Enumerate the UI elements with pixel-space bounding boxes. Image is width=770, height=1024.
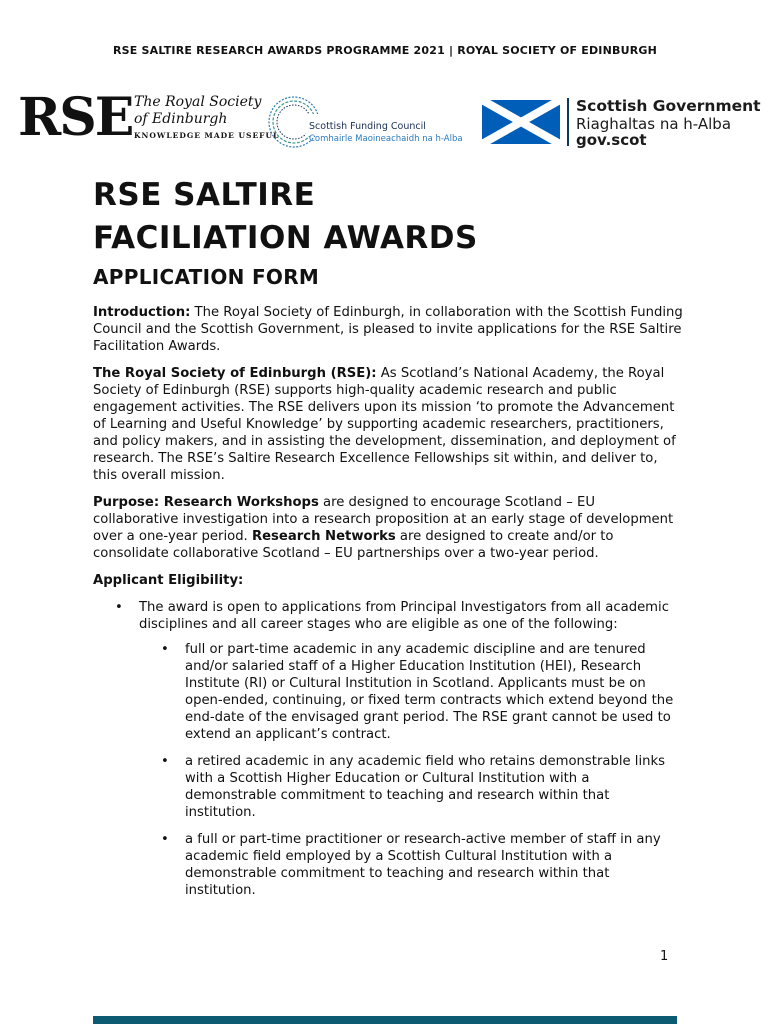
rse-logo-line2: of Edinburgh bbox=[134, 111, 228, 127]
saltire-flag-icon bbox=[482, 100, 560, 144]
running-header: RSE SALTIRE RESEARCH AWARDS PROGRAMME 2021 | ROYAL SOCIETY OF EDINBURGH bbox=[112, 44, 658, 57]
eligibility-subitem-text: a full or part-time practitioner or research-active member of staff in any academic field employed by a Scottish Cultural Institution with a demonstrable commitment to teaching and research within that institution. bbox=[185, 832, 661, 898]
intro-label: Introduction: bbox=[93, 305, 191, 320]
rse-paragraph bbox=[93, 365, 683, 484]
eligibility-heading: Applicant Eligibility: bbox=[93, 573, 244, 588]
eligibility-subitem bbox=[139, 831, 683, 899]
purpose-paragraph bbox=[93, 494, 683, 562]
logo-divider bbox=[567, 98, 569, 146]
sg-logo-line1: Scottish Government bbox=[576, 97, 761, 115]
intro-text: The Royal Society of Edinburgh, in collaboration with the Scottish Funding Council and the Scottish Government, is pleased to invite applications for the RSE Saltire Facilitation Awards. bbox=[93, 305, 683, 354]
scottish-government-logo bbox=[482, 96, 762, 149]
sg-logo-line2: Riaghaltas na h-Alba bbox=[576, 115, 732, 133]
page-number: 1 bbox=[660, 949, 669, 964]
purpose-text1: are designed to encourage Scotland – EU collaborative investigation into a research proposition at an early stage of development over a one-year period. bbox=[93, 495, 674, 544]
bullet-icon: • bbox=[161, 642, 169, 657]
rse-logo-line1: The Royal Society bbox=[134, 94, 262, 110]
rse-label: The Royal Society of Edinburgh (RSE): bbox=[93, 366, 377, 381]
title-line1: RSE SALTIRE bbox=[93, 177, 316, 213]
page-title bbox=[93, 174, 683, 260]
eligibility-subitem-text: a retired academic in any academic field who retains demonstrable links with a Scottish Higher Education or Cultural Institution with a demonstrable commitment to teaching and research within that institution. bbox=[185, 754, 665, 820]
eligibility-sublist bbox=[139, 641, 683, 899]
rse-logo-text bbox=[134, 94, 279, 140]
purpose-label: Purpose: Research Workshops bbox=[93, 495, 319, 510]
eligibility-item-text: The award is open to applications from Principal Investigators from all academic disciplines and all career stages who are eligible as one of the following: bbox=[139, 600, 669, 632]
eligibility-subitem bbox=[139, 641, 683, 743]
eligibility-subitem bbox=[139, 753, 683, 821]
logo-strip bbox=[18, 87, 761, 152]
bullet-icon: • bbox=[161, 832, 169, 847]
sfc-logo-line1: Scottish Funding Council bbox=[309, 121, 426, 132]
eligibility-list bbox=[93, 599, 683, 899]
bullet-icon: • bbox=[115, 600, 123, 615]
eligibility-item bbox=[93, 599, 683, 899]
rse-text: As Scotland’s National Academy, the Royal Society of Edinburgh (RSE) supports high-quality academic research and public engagement activities. The RSE delivers upon its mission ‘to promote the Advancement of Learning and Useful Knowledge’ by supporting academic researchers, practitioners, and policy makers, and in assisting the development, dissemination, and deployment of research. The RSE’s Saltire Research Excellence Fellowships sit within, and deliver to, this overall mission. bbox=[93, 366, 676, 483]
rse-logo: RSE bbox=[18, 87, 133, 148]
eligibility-subitem-text: full or part-time academic in any academic discipline and are tenured and/or salaried staff of a Higher Education Institution (HEI), Research Institute (RI) or Cultural Institution in Scotland. Applicants must be on open-ended, continuing, or fixed term contracts which extend beyond the end-date of the envisaged grant period. The RSE grant cannot be used to extend an applicant’s contract. bbox=[185, 642, 674, 742]
page-subtitle: APPLICATION FORM bbox=[93, 265, 320, 289]
document-body bbox=[93, 174, 683, 909]
sg-logo-line3: gov.scot bbox=[576, 131, 647, 149]
title-line2: FACILIATION AWARDS bbox=[93, 220, 478, 256]
rse-logo-tagline: KNOWLEDGE MADE USEFUL bbox=[134, 131, 280, 140]
purpose-bold2: Research Networks bbox=[251, 529, 396, 544]
bullet-icon: • bbox=[161, 754, 169, 769]
footer-bar bbox=[93, 1016, 677, 1024]
sfc-logo bbox=[266, 94, 486, 150]
purpose-text2: are designed to create and/or to consolidate collaborative Scotland – EU partnerships over a two-year period. bbox=[93, 529, 614, 561]
sfc-logo-line2: Comhairle Maoineachaidh na h-Alba bbox=[309, 134, 463, 144]
intro-paragraph bbox=[93, 304, 683, 355]
